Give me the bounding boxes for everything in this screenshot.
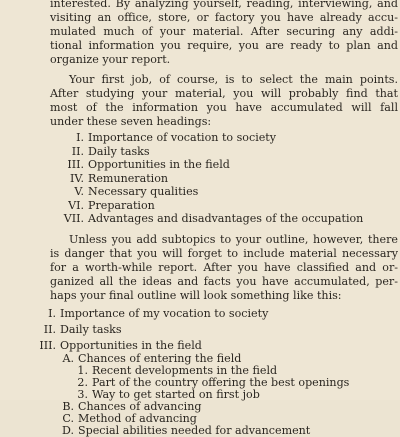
heading-item [58,185,198,198]
outline-text: Chances of entering the field [78,352,242,365]
outline-text: Special abilities needed for advancement [78,424,311,437]
outline-item [30,307,268,320]
paragraph-3-line-3: for a worth-while report. After you have classified and or- [50,261,398,274]
paragraph-1-line-1: interested. By analyzing yourself, reading, interviewing, and [50,0,398,10]
paragraph-1-line-5: organize your report. [50,53,171,66]
outline-text: Way to get started on first job [92,388,260,401]
heading-number: I. [76,131,84,144]
outline-item [30,323,122,336]
heading-item [58,172,168,185]
outline-number: 1. [77,364,88,377]
heading-item [58,199,155,212]
heading-text: Daily tasks [88,144,150,158]
heading-item [58,131,276,144]
outline-number: III. [39,339,56,352]
paragraph-1-line-4: tional information you require, you are ready to plan and [50,39,398,52]
outline-number: II. [43,323,56,336]
paragraph-3-line-5: haps your final outline will look something like this: [50,289,342,302]
outline-number: 3. [77,388,88,401]
heading-text: Remuneration [88,171,169,185]
outline-item [30,339,202,352]
heading-item [58,158,230,171]
paragraph-3-line-4: ganized all the ideas and facts you have accumulated, per- [50,275,398,288]
heading-text: Opportunities in the field [88,158,230,171]
heading-text: Importance of vocation to society [88,131,277,144]
outline-number: B. [62,400,74,413]
heading-text: Necessary qualities [88,185,199,198]
heading-number: V. [74,185,84,198]
paragraph-2-line-2: After studying your material, you will probably find that [50,87,398,100]
paragraph-3-line-2: is danger that you will forget to include material necessary [50,247,398,260]
outline-text: Daily tasks [60,323,122,336]
outline-text: Method of advancing [78,412,197,425]
outline-number: A. [62,352,74,365]
paragraph-2-line-1: Your first job, of course, is to select the main points. [69,73,398,86]
paragraph-1-line-2: visiting an office, store, or factory you have already accu- [50,11,398,24]
heading-text: Preparation [88,198,155,212]
paragraph-3-line-1: Unless you add subtopics to your outline, however, there [69,233,398,246]
heading-number: VI. [68,198,84,212]
heading-text: Advantages and disadvantages of the occupation [88,212,364,225]
paragraph-1-line-3: mulated much of your material. After securing any addi- [50,25,398,38]
heading-number: III. [67,158,84,171]
heading-number: II. [71,144,84,158]
heading-item [58,212,363,225]
outline-number: 2. [77,376,88,389]
outline-text: Chances of advancing [78,400,202,413]
outline-text: Importance of my vocation to society [60,307,269,320]
outline-item [48,424,310,437]
outline-number: D. [61,424,74,437]
outline-text: Opportunities in the field [60,339,202,352]
outline-text: Recent developments in the field [92,364,278,377]
heading-number: IV. [70,171,84,185]
outline-number: C. [62,412,74,425]
heading-item [58,145,150,158]
outline-text: Part of the country offering the best openings [92,376,350,389]
paragraph-2-line-3: most of the information you have accumulated will fall [50,101,398,114]
outline-number: I. [48,307,56,320]
paragraph-2-line-4: under these seven headings: [50,115,212,128]
heading-number: VII. [63,212,84,225]
